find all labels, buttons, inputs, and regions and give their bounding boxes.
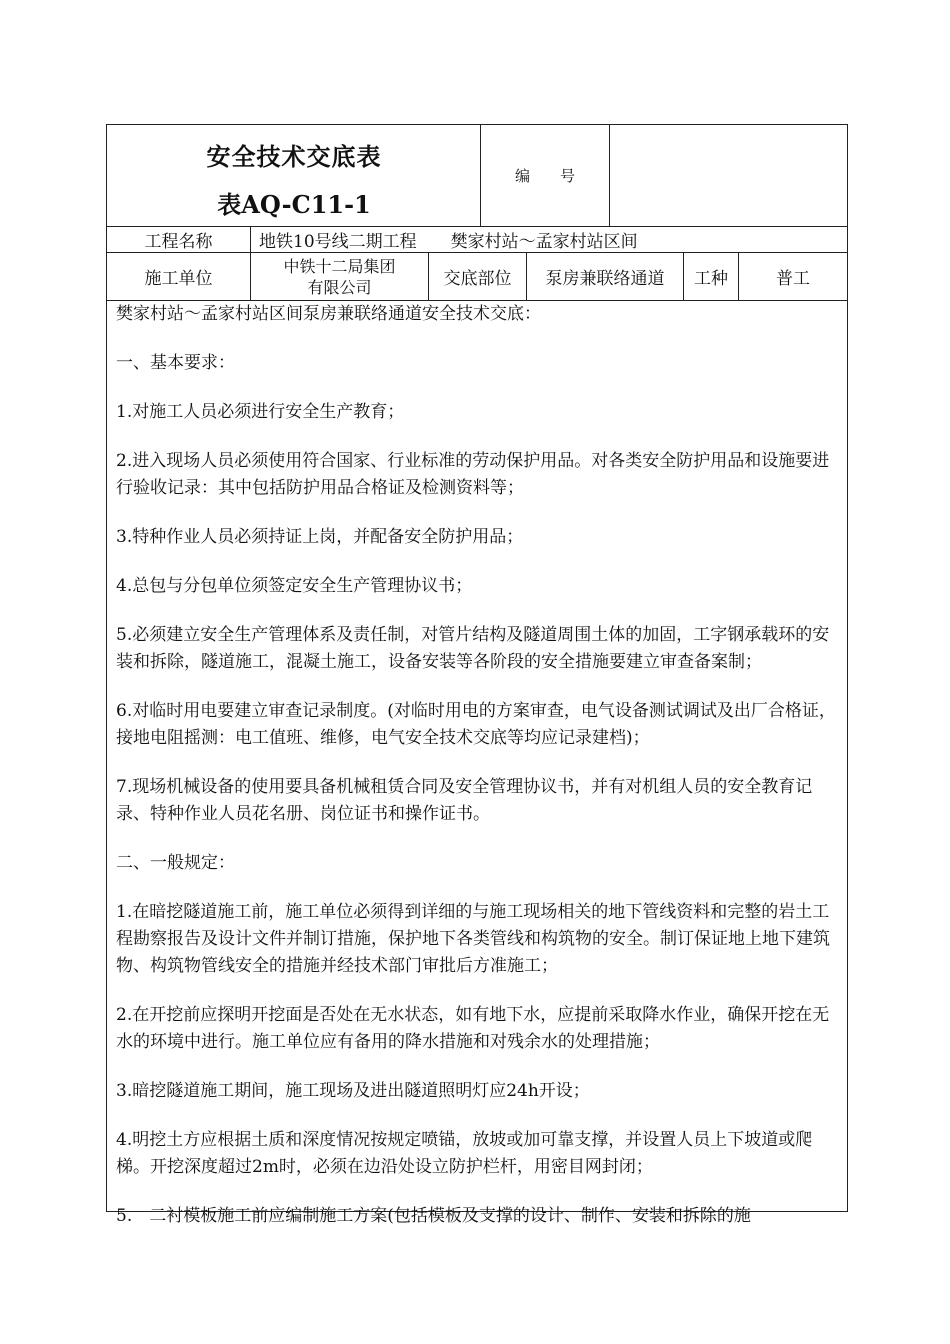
form-title: 安全技术交底表 [206,142,382,171]
title-cell [107,125,481,226]
construction-unit-label: 施工单位 [144,269,213,289]
section-1-item: 4.总包与分包单位须签定安全生产管理协议书； [116,576,473,596]
unit-label-cell [107,253,251,300]
section-1-title: 一、基本要求： [116,353,235,373]
project-label-cell [107,227,251,252]
disclosure-content [107,301,847,1226]
section-1-item: 5.必须建立安全生产管理体系及责任制，对管片结构及隧道周围土体的加固，工字钢承载环的安装和拆除，隧道施工，混凝土施工，设备安装等各阶段的安全措施要建立审查备案制； [116,625,830,672]
number-label-cell [481,125,610,226]
disclosure-location-label: 交底部位 [443,269,512,289]
location-label-cell [429,253,527,300]
section-1-item: 7.现场机械设备的使用要具备机械租赁合同及安全管理协议书，并有对机组人员的安全教育记录、特种作业人员花名册、岗位证书和操作证书。 [116,777,813,824]
unit-row [107,253,847,301]
intro-text: 樊家村站～孟家村站区间泵房兼联络通道安全技术交底： [116,304,541,324]
project-name-value: 地铁10号线二期工程 樊家村站～孟家村站区间 [259,232,638,252]
trade-value: 普工 [776,269,810,289]
section-2-item: 2.在开挖前应探明开挖面是否处在无水状态，如有地下水，应提前采取降水作业，确保开挖在无水的环境中进行。施工单位应有备用的降水措施和对残余水的处理措施； [116,1005,830,1052]
unit-value-cell [251,253,429,300]
trade-value-cell [739,253,847,300]
construction-unit-value-line1: 中铁十二局集团 [283,256,396,276]
section-2-item: 4.明挖土方应根据土质和深度情况按规定喷锚，放坡或加可靠支撑，并设置人员上下坡道或爬梯。开挖深度超过2m时，必须在边沿处设立防护栏杆，用密目网封闭； [116,1130,813,1177]
project-name-label: 工程名称 [144,232,213,252]
trade-label: 工种 [694,269,728,289]
header-row [107,125,847,227]
section-2-item: 1.在暗挖隧道施工前，施工单位必须得到详细的与施工现场相关的地下管线资料和完整的岩土工程勘察报告及设计文件并制订措施，保护地下各类管线和构筑物的安全。制订保证地上地下建筑物、构筑物管线安全的措施并经技术部门审批后方准施工； [116,902,830,976]
construction-unit-value-line2: 有限公司 [307,277,372,297]
section-1-item: 3.特种作业人员必须持证上岗，并配备安全防护用品； [116,527,524,547]
section-1-item: 2.进入现场人员必须使用符合国家、行业标准的劳动保护用品。对各类安全防护用品和设施要进行验收记录：其中包括防护用品合格证及检测资料等； [116,451,830,498]
section-1-item: 6.对临时用电要建立审查记录制度。(对临时用电的方案审查，电气设备测试调试及出厂合格证，接地电阻摇测：电工值班、维修，电气安全技术交底等均应记录建档)； [116,701,836,748]
trade-label-cell [684,253,739,300]
location-value-cell [527,253,684,300]
project-row [107,227,847,253]
number-value-cell [610,125,847,226]
number-label: 编 号 [514,167,575,185]
section-2-item: 3.暗挖隧道施工期间，施工现场及进出隧道照明灯应24h开设； [116,1081,590,1101]
section-2-title: 二、一般规定： [116,853,235,873]
project-value-cell [251,227,847,252]
section-1-item: 1.对施工人员必须进行安全生产教育； [116,402,405,422]
safety-disclosure-form [106,124,848,1226]
disclosure-location-value: 泵房兼联络通道 [545,269,665,289]
section-2-item: 5. 二衬模板施工前应编制施工方案(包括模板及支撑的设计、制作、安装和拆除的施 [116,1206,751,1226]
form-code: 表AQ-C11-1 [217,190,371,219]
